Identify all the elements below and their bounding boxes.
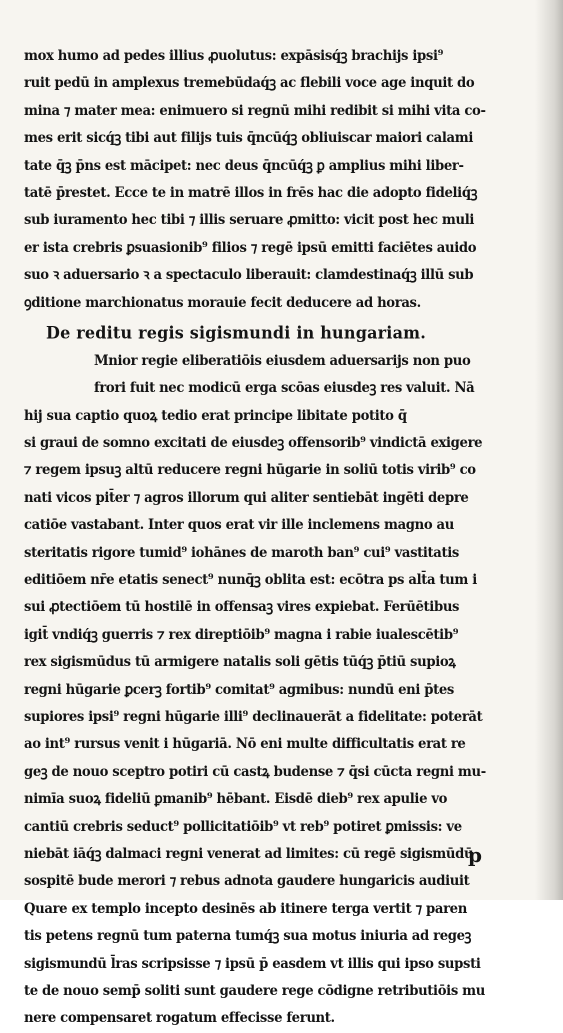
text-line: Mnior regie eliberatiōis eiusdem aduersarijs non puo	[94, 353, 471, 370]
text-line: nimīa suoꝝ fideliū ꝑmanib⁹ hēbant. Eisdē dieb⁹ rex apulie vo	[24, 791, 448, 808]
text-line: tis petens regnū tum paterna tumq́ꝫ sua motus iniuria ad regeꝫ	[24, 928, 472, 945]
text-line: ⁊ regem ipsuꝫ altū reducere regni hūgarie in soliū totis virib⁹ co	[24, 463, 476, 479]
text-line: tatē p̄restet. Ecce te in matrē illos in frēs hac die adopto fideliq́ꝫ	[24, 185, 478, 202]
text-line: rex sigismūdus tū armigere natalis soli gētis tūq́ꝫ p̄tiū supioꝝ	[24, 654, 456, 671]
text-line: sui ꝓtectiōem tū hostilē in offensaꝫ vires expiebat. Ferūētibus	[24, 600, 460, 616]
text-line: niebāt iāq́ꝫ dalmaci regni venerat ad limites: cū regē sigismūdū	[24, 846, 474, 863]
text-line: nati vicos pit̄er ⁊ agros illorum qui aliter sentiebāt ingēti depre	[24, 490, 469, 507]
text-line: suo ꝛ aduersario ꝛ a spectaculo liberauit: clamdestinaq́ꝫ illū sub	[24, 267, 474, 284]
text-line: mina ⁊ mater mea: enimuero si regnū mihi redibit si mihi vita co-	[24, 103, 486, 120]
text-line: hij sua captio quoꝝ tedio erat principe libitate potito q̄	[24, 408, 407, 425]
text-line: sub iuramento hec tibi ⁊ illis seruare ꝓmitto: vicit post hec muli	[24, 212, 475, 229]
text-line: ao int⁹ rursus venit i hūgariā. Nō eni multe difficultatis erat re	[24, 736, 466, 753]
text-line: Quare ex templo incepto desinēs ab itinere terga vertit ⁊ paren	[24, 901, 467, 918]
signature-mark: p	[468, 843, 482, 867]
text-line: te de nouo semp̄ soliti sunt gaudere rege cōdigne retributiōis mu	[24, 983, 485, 1000]
text-line: cantiū crebris seduct⁹ pollicitatiōib⁹ vt reb⁹ potiret ꝑmissis: ve	[24, 819, 462, 835]
text-line: tate q̄ꝫ p̄ns est mācipet: nec deus q̄ncūq́ꝫ ꝑ amplius mihi liber-	[24, 158, 464, 174]
text-line: regni hūgarie ꝑcerꝫ fortib⁹ comitat⁹ agmibus: nundū eni p̄tes	[24, 682, 454, 698]
text-line: sospitē bude merori ⁊ rebus adnota gaudere hungaricis audiuit	[24, 873, 470, 890]
text-line: mox humo ad pedes illius ꝓuolutus: expāsisq́ꝫ brachijs ipsi⁹	[24, 48, 444, 65]
text-line: editiōem nr̄e etatis senect⁹ nunq̄ꝫ oblita est: ecōtra ps alt̄a tum i	[24, 572, 477, 589]
text-line: si graui de somno excitati de eiusdeꝫ offensorib⁹ vindictā exigere	[24, 435, 483, 452]
text-line: igit̄ vndiq́ꝫ guerris ⁊ rex direptiōib⁹ magna i rabie iualescētib⁹	[24, 627, 459, 644]
text-line: steritatis rigore tumid⁹ iohānes de maroth ban⁹ cui⁹ vastitatis	[24, 545, 459, 562]
text-line: mes erit sicq́ꝫ tibi aut filijs tuis q̄ncūq́ꝫ obliuiscar maiori calami	[24, 130, 473, 147]
text-block	[24, 43, 494, 1033]
text-line: catiōe vastabant. Inter quos erat vir ille inclemens magno au	[24, 517, 454, 534]
text-line: supiores ipsi⁹ regni hūgarie illi⁹ declinauerāt a fidelitate: poterāt	[24, 709, 483, 726]
text-line: sigismundū l̄ras scripsisse ⁊ ipsū p̄ easdem vt illis qui ipso supsti	[24, 956, 481, 972]
text-line: frori fuit nec modicū erga scōas eiusdeꝫ res valuit. Nā	[94, 380, 475, 397]
text-line: ꝯditione marchionatus morauie fecit deducere ad horas.	[24, 295, 421, 311]
text-line: ruit pedū in amplexus tremebūdaq́ꝫ ac flebili voce age inquit do	[24, 76, 475, 92]
text-line: er ista crebris ꝑsuasionib⁹ filios ⁊ regē ipsū emitti faciētes auido	[24, 240, 477, 257]
page-gutter-shadow	[535, 0, 563, 900]
text-line: geꝫ de nouo sceptro potiri cū castꝝ budense ⁊ q̄si cūcta regni mu-	[24, 764, 486, 781]
section-heading: De reditu regis sigismundi in hungariam.	[46, 322, 427, 343]
text-line: nere compensaret rogatum effecisse ferunt.	[24, 1010, 335, 1027]
